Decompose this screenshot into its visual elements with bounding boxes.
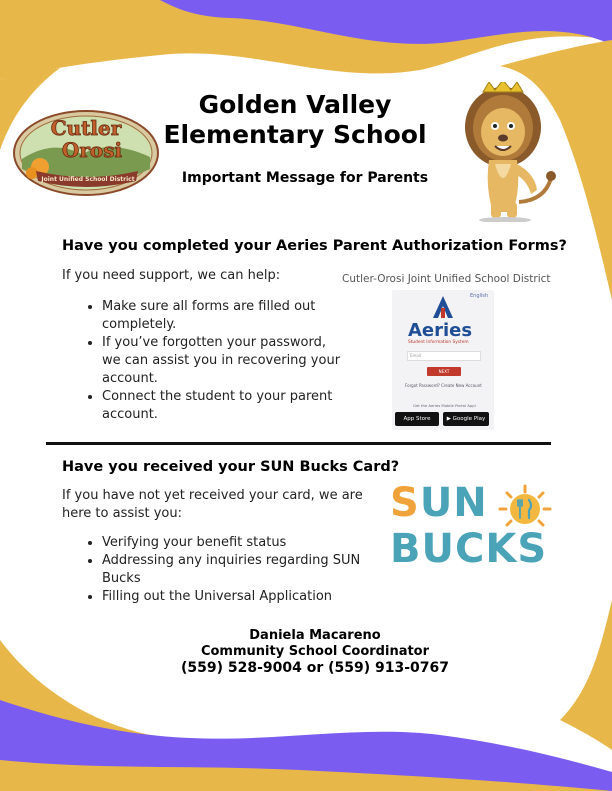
- aeries-brand-name: Aeries: [408, 320, 473, 341]
- google-play-label: Google Play: [452, 416, 486, 422]
- list-item: • Filling out the Universal Application: [102, 588, 362, 606]
- language-select[interactable]: English: [470, 293, 489, 299]
- sunbucks-logo: [390, 480, 488, 526]
- logo-banner-text: Joint Unified School District: [41, 176, 135, 183]
- list-item: • If you’ve forgotten your password, we can assist you in recovering your account.: [102, 334, 342, 388]
- aeries-section-heading: Have you completed your Aeries Parent Authorization Forms?: [62, 238, 567, 254]
- sunbucks-section-heading: Have you received your SUN Bucks Card?: [62, 459, 400, 475]
- contact-phones: (559) 528-9004 or (559) 913-0767: [180, 660, 450, 676]
- mobile-app-prompt: Get the Aeries Mobile Portal App!: [413, 403, 477, 408]
- play-icon: ▶: [446, 416, 453, 422]
- contact-block: [150, 628, 480, 676]
- list-item: • Verifying your benefit status: [102, 534, 362, 552]
- sun-letter-u: U: [419, 480, 454, 526]
- app-store-button[interactable]: [395, 412, 439, 426]
- sun-icon: [498, 484, 552, 530]
- aeries-tagline: Student Information System: [408, 340, 469, 345]
- section-divider: [46, 442, 551, 445]
- title-line-1: Golden Valley: [198, 90, 392, 119]
- logo-word-orosi: Orosi: [61, 138, 123, 162]
- list-item: • Make sure all forms are filled out completely.: [102, 298, 342, 334]
- email-field[interactable]: Email: [407, 351, 481, 361]
- app-store-label: App Store: [403, 416, 431, 422]
- lion-mascot-icon: [455, 82, 565, 222]
- list-item: • Addressing any inquiries regarding SUN Bucks: [102, 552, 362, 588]
- sun-letter-s: S: [390, 480, 420, 526]
- sunbucks-section-intro: If you have not yet received your card, we are here to assist you:: [62, 488, 363, 521]
- contact-role: Community School Coordinator: [200, 644, 430, 659]
- school-title: [140, 90, 450, 150]
- list-item: • Connect the student to your parent account.: [102, 388, 342, 424]
- page-subtitle: Important Message for Parents: [181, 170, 429, 186]
- google-play-button[interactable]: [443, 412, 489, 426]
- aeries-section-intro: If you need support, we can help:: [62, 268, 281, 283]
- contact-name: Daniela Macareno: [249, 628, 381, 643]
- aeries-support-list: [82, 298, 342, 424]
- account-links[interactable]: Forgot Password? Create New Account: [405, 383, 482, 388]
- aeries-logo-icon: [433, 296, 453, 318]
- title-line-2: Elementary School: [163, 120, 427, 149]
- district-name-label: Cutler-Orosi Joint Unified School District: [342, 273, 551, 285]
- bucks-wordmark: BUCKS: [390, 526, 548, 572]
- next-button[interactable]: NEXT: [427, 367, 461, 376]
- logo-word-cutler: Cutler: [50, 116, 122, 140]
- sunbucks-support-list: [82, 534, 362, 606]
- district-logo: [12, 109, 160, 197]
- sun-letter-n: N: [453, 480, 488, 526]
